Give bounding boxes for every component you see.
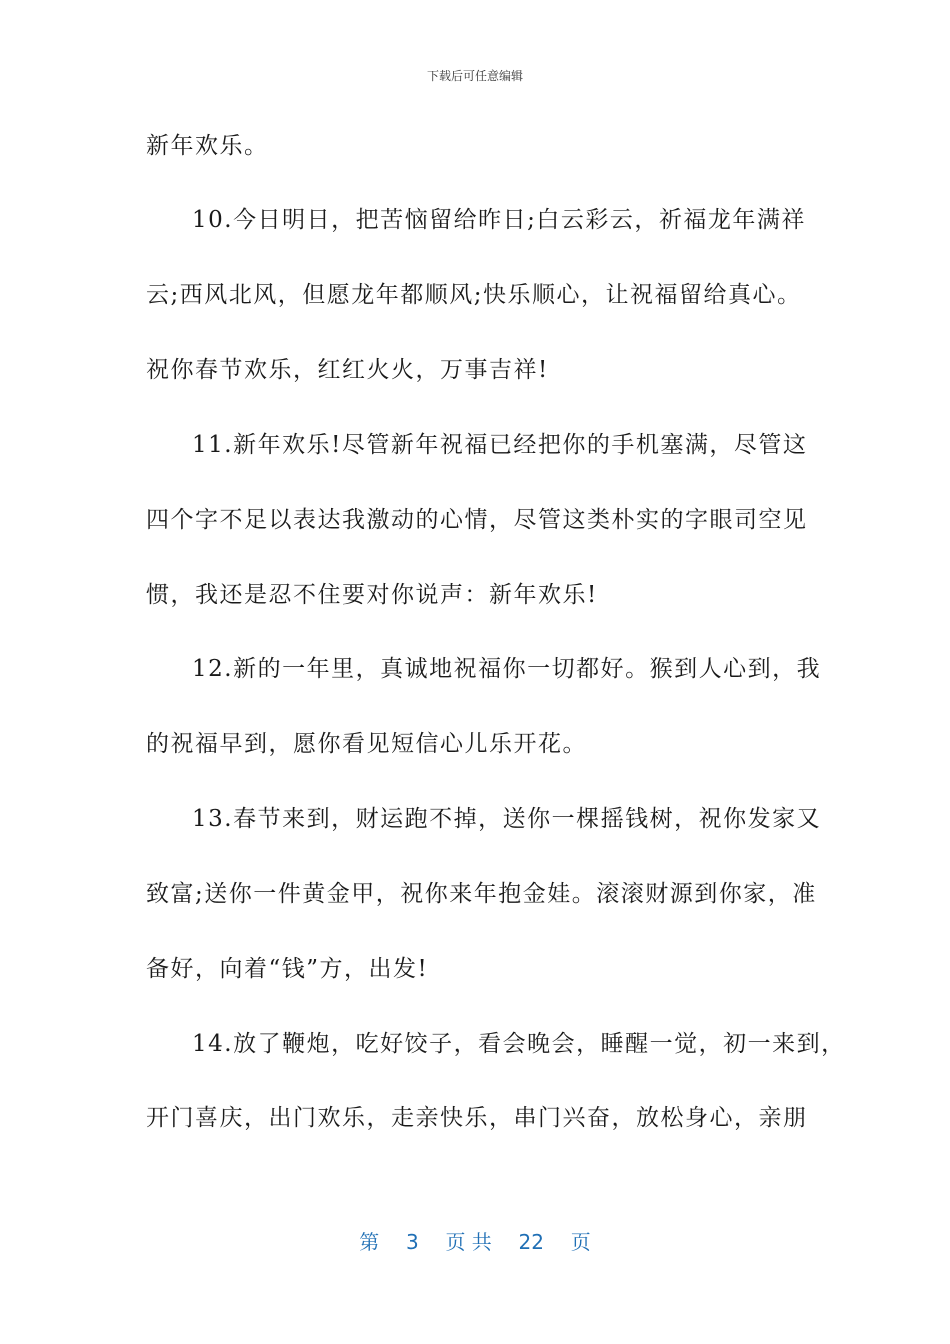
footer-middle: 页 共 (445, 1230, 492, 1254)
total-pages-number: 22 (518, 1230, 544, 1254)
text-line: 14.放了鞭炮，吃好饺子，看会晚会，睡醒一觉，初一来到， (192, 1031, 846, 1057)
text-line: 云;西风北风，但愿龙年都顺风;快乐顺心，让祝福留给真心。 (146, 282, 802, 308)
current-page-number: 3 (406, 1230, 419, 1254)
text-line: 致富;送你一件黄金甲，祝你来年抱金娃。滚滚财源到你家，准 (146, 881, 817, 907)
text-line: 惯，我还是忍不住要对你说声：新年欢乐! (146, 582, 598, 608)
text-line: 备好，向着“钱”方，出发! (146, 956, 429, 982)
text-line: 新年欢乐。 (146, 133, 269, 159)
page-footer (0, 1226, 950, 1255)
footer-suffix: 页 (570, 1230, 591, 1254)
text-line: 祝你春节欢乐，红红火火，万事吉祥! (146, 357, 549, 383)
text-line: 开门喜庆，出门欢乐，走亲快乐，串门兴奋，放松身心，亲朋 (146, 1105, 808, 1131)
text-line: 10.今日明日，把苦恼留给昨日;白云彩云，祈福龙年满祥 (192, 207, 806, 233)
text-line: 13.春节来到，财运跑不掉，送你一棵摇钱树，祝你发家又 (192, 806, 822, 832)
footer-prefix: 第 (359, 1230, 380, 1254)
text-line: 四个字不足以表达我激动的心情，尽管这类朴实的字眼司空见 (146, 507, 808, 533)
text-line: 12.新的一年里，真诚地祝福你一切都好。猴到人心到，我 (192, 656, 822, 682)
page-header: 下载后可任意编辑 (426, 69, 523, 83)
text-line: 11.新年欢乐!尽管新年祝福已经把你的手机塞满，尽管这 (192, 432, 808, 458)
text-line: 的祝福早到，愿你看见短信心儿乐开花。 (146, 731, 587, 757)
